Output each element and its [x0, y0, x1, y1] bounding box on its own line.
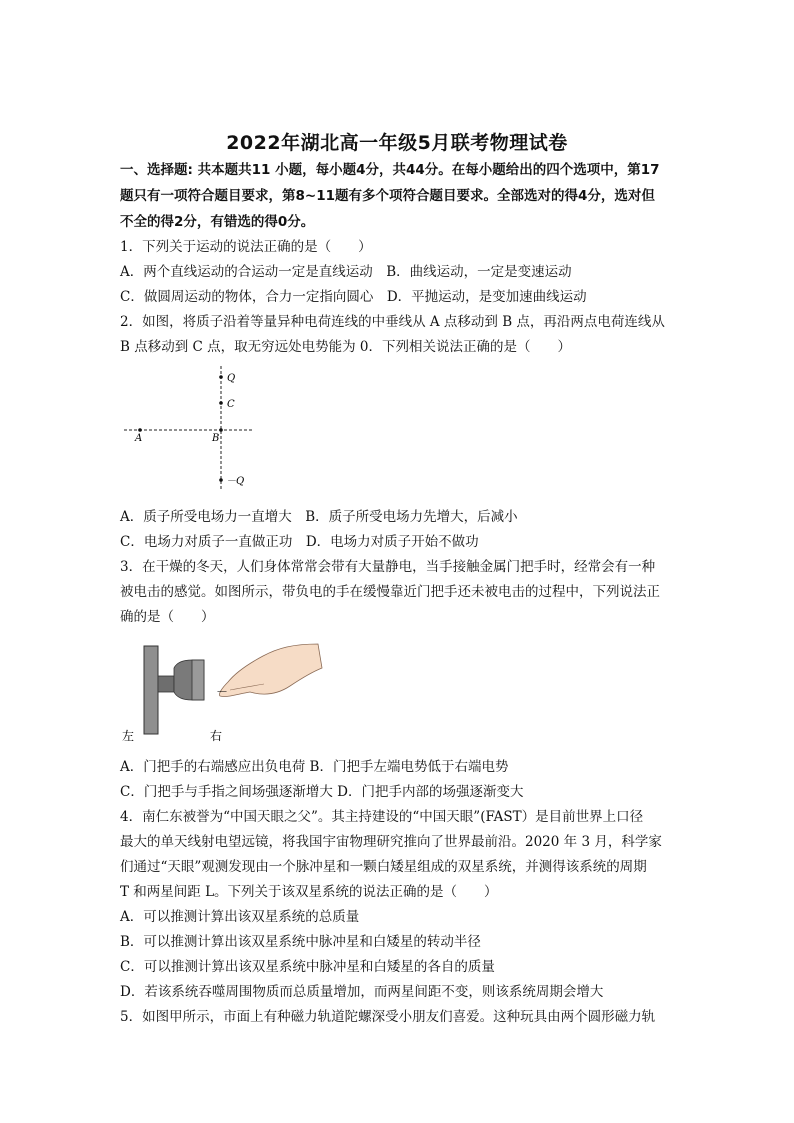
q4-option-c: C．可以推测计算出该双星系统中脉冲星和白矮星的各自的质量 [120, 959, 495, 975]
label-b: B [212, 433, 220, 444]
q1-stem: 1．下列关于运动的说法正确的是（ ） [120, 239, 372, 255]
q4-stem-line-2: 最大的单天线射电望远镜，将我国宇宙物理研究推向了世界最前沿。2020 年 3 月，科学家 [120, 834, 662, 850]
q4-option-a: A．可以推测计算出该双星系统的总质量 [120, 909, 360, 925]
q4-option-b: B．可以推测计算出该双星系统中脉冲星和白矮星的转动半径 [120, 934, 481, 950]
hand-icon [219, 644, 322, 697]
label-neg-q: －Q [226, 476, 245, 487]
q1-options-cd: C．做圆周运动的物体，合力一定指向圆心 D．平抛运动，是变加速曲线运动 [120, 289, 587, 305]
label-c: C [227, 399, 235, 410]
q5-stem-line-1: 5．如图甲所示，市面上有种磁力轨道陀螺深受小朋友们喜爱。这种玩具由两个圆形磁力轨 [120, 1009, 656, 1025]
label-left: 左 [122, 729, 135, 743]
label-q: Q [227, 373, 236, 384]
label-right: 右 [210, 729, 223, 743]
q3-stem-line-3: 确的是（ ） [120, 609, 215, 625]
q3-options-cd: C．门把手与手指之间场强逐渐增大 D．门把手内部的场强逐渐变大 [120, 784, 524, 800]
q2-stem-line-2: B 点移动到 C 点，取无穷远处电势能为 0．下列相关说法正确的是（ ） [120, 339, 572, 355]
q1-options-ab: A．两个直线运动的合运动一定是直线运动 B．曲线运动，一定是变速运动 [120, 264, 572, 280]
q2-options-cd: C．电场力对质子一直做正功 D．电场力对质子开始不做功 [120, 534, 479, 550]
q4-stem-line-3: 们通过“天眼”观测发现由一个脉冲星和一颗白矮星组成的双星系统，并测得该系统的周期 [120, 859, 647, 875]
q2-options-ab: A．质子所受电场力一直增大 B．质子所受电场力先增大，后减小 [120, 509, 518, 525]
minus-sign: － [216, 685, 229, 699]
section-instructions-line-2: 题只有一项符合题目要求，第8~11题有多个项符合题目要求。全部选对的得4分，选对但 [120, 188, 655, 204]
q2-stem-line-1: 2．如图，将质子沿着等量异种电荷连线的中垂线从 A 点移动到 B 点，再沿两点电荷连线从 [120, 314, 665, 330]
section-instructions-line-1: 一、选择题: 共本题共11 小题，每小题4分，共44分。在每小题给出的四个选项中，第17 [120, 162, 660, 178]
q4-option-d: D．若该系统吞噬周围物质而总质量增加，而两星间距不变，则该系统周期会增大 [120, 984, 604, 1000]
q3-stem-line-2: 被电击的感觉。如图所示，带负电的手在缓慢靠近门把手还未被电击的过程中，下列说法正 [120, 584, 660, 600]
label-a: A [135, 433, 143, 444]
q3-stem-line-1: 3．在干燥的冬天，人们身体常常会带有大量静电，当手接触金属门把手时，经常会有一种 [120, 559, 656, 575]
page-title: 2022年湖北高一年级5月联考物理试卷 [226, 132, 568, 154]
q4-stem-line-4: T 和两星间距 L。下列关于该双星系统的说法正确的是（ ） [120, 884, 498, 900]
q3-options-ab: A．门把手的右端感应出负电荷 B．门把手左端电势低于右端电势 [120, 759, 509, 775]
q2-charge-diagram [118, 362, 258, 497]
q4-stem-line-1: 4．南仁东被誉为“中国天眼之父”。其主持建设的“中国天眼”(FAST）是目前世界上口径 [120, 809, 644, 825]
section-instructions-line-3: 不全的得2分，有错选的得0分。 [120, 214, 315, 230]
q3-door-handle-figure [118, 638, 328, 746]
